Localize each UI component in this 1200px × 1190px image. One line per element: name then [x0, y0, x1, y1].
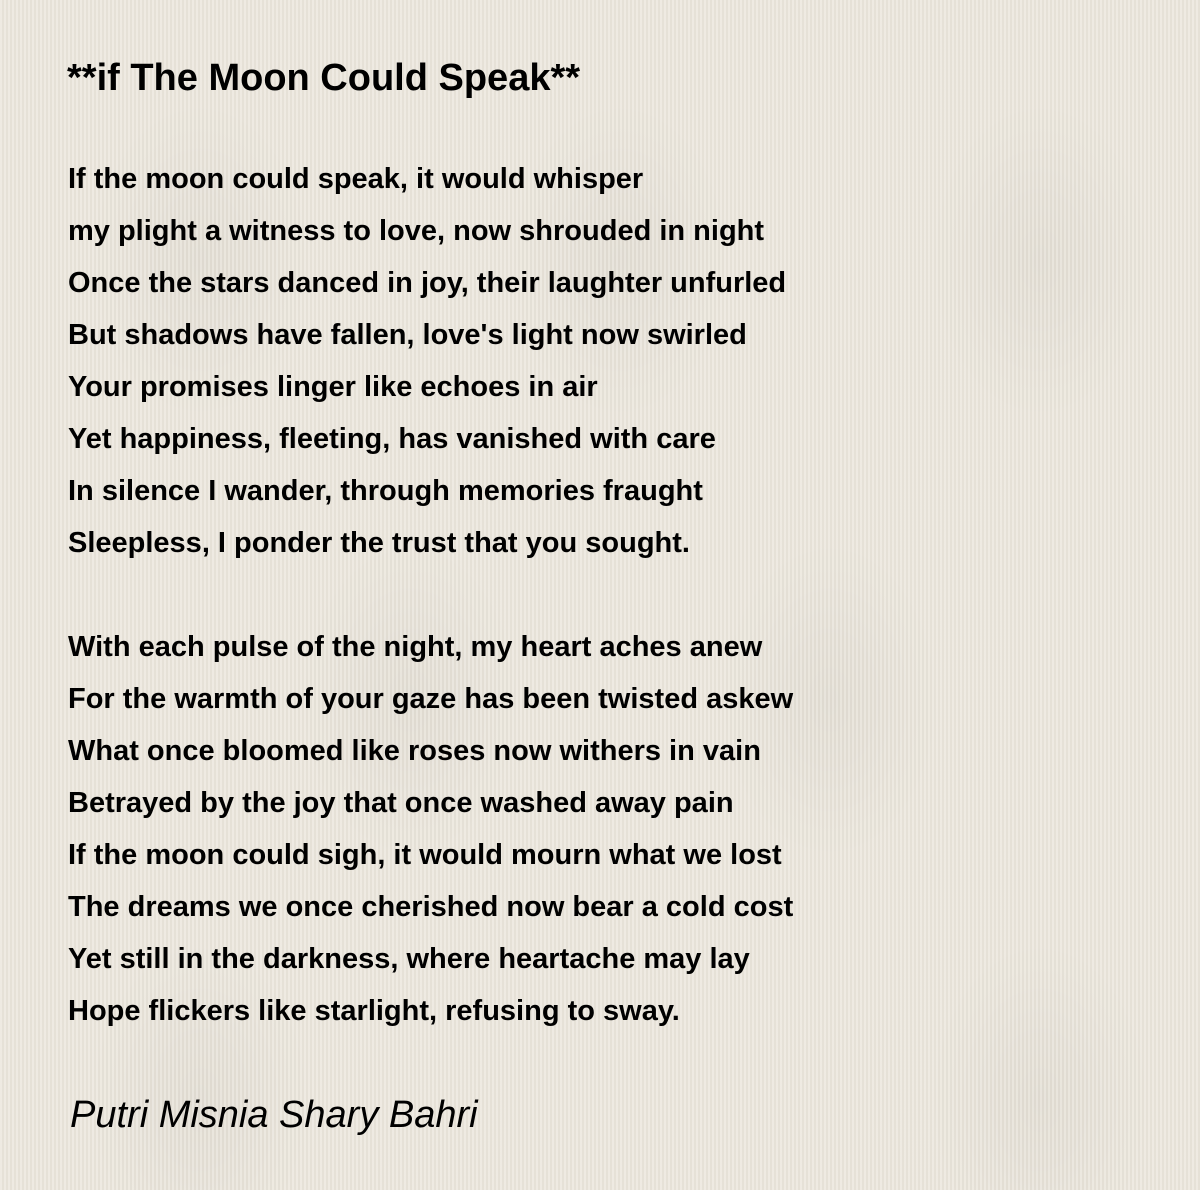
poem-line: Sleepless, I ponder the trust that you sought.: [68, 527, 690, 559]
poem-line: Once the stars danced in joy, their laughter unfurled: [68, 267, 787, 299]
poem-line: But shadows have fallen, love's light now swirled: [68, 319, 747, 351]
poem-line: The dreams we once cherished now bear a cold cost: [68, 891, 794, 923]
poem-line: Yet still in the darkness, where heartache may lay: [68, 943, 750, 975]
stanza-2: [68, 621, 793, 1037]
poem-line: If the moon could speak, it would whisper: [68, 163, 644, 195]
poem-line: With each pulse of the night, my heart aches anew: [68, 631, 763, 663]
poem-line: If the moon could sigh, it would mourn what we lost: [68, 839, 782, 871]
poem-line: For the warmth of your gaze has been twisted askew: [68, 683, 794, 715]
poem-line: Your promises linger like echoes in air: [68, 371, 598, 403]
poem-line: Yet happiness, fleeting, has vanished with care: [68, 423, 716, 455]
poem-author: Putri Misnia Shary Bahri: [70, 1094, 478, 1136]
poem-line: my plight a witness to love, now shrouded in night: [68, 215, 765, 247]
poem-line: What once bloomed like roses now withers in vain: [68, 735, 761, 767]
stanza-1: [68, 153, 786, 569]
poem-line: Hope flickers like starlight, refusing to sway.: [68, 995, 680, 1027]
poem-title: **if The Moon Could Speak**: [67, 57, 581, 99]
poem-line: Betrayed by the joy that once washed away pain: [68, 787, 734, 819]
poem-line: In silence I wander, through memories fraught: [68, 475, 703, 507]
